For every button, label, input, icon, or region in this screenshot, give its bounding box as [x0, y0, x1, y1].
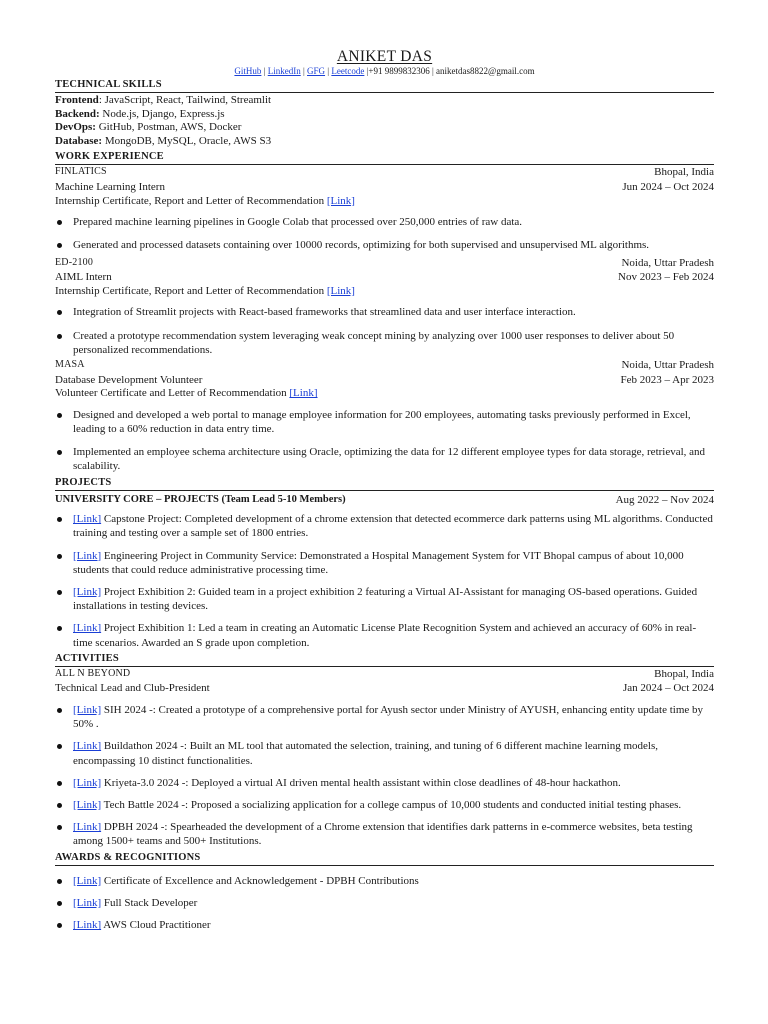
list-item: Created a prototype recommendation system leveraging weak concept mining by analyzing over 1000 user responses to deliver about 50 personalized recommendations. [55, 329, 714, 357]
section-technical-skills: TECHNICAL SKILLS [55, 78, 714, 93]
candidate-name: ANIKET DAS [336, 48, 433, 65]
list-item: [Link] AWS Cloud Practitioner [55, 918, 714, 932]
list-item: [Link] Engineering Project in Community Service: Demonstrated a Hospital Management System for VIT Bhopal campus of about 10,000 students that could reduce administrative processing time. [55, 549, 714, 577]
company: ED-2100 [55, 256, 94, 268]
activity-link[interactable]: [Link] [73, 776, 102, 789]
job-masa [55, 358, 714, 474]
project-link[interactable]: [Link] [73, 585, 102, 598]
list-item: [Link] Tech Battle 2024 -: Proposed a socializing application for a college campus of 10,000 students and conducted initial testing phases. [55, 798, 714, 812]
linkedin-link[interactable]: LinkedIn [267, 66, 301, 76]
job-ed2100 [55, 256, 714, 357]
role: Technical Lead and Club-President [55, 682, 210, 695]
dates: Aug 2022 – Nov 2024 [615, 493, 714, 506]
project-link[interactable]: [Link] [73, 622, 102, 635]
role: Machine Learning Intern [55, 180, 165, 193]
skill-devops: DevOps: GitHub, Postman, AWS, Docker [55, 121, 242, 134]
leetcode-link[interactable]: Leetcode [331, 66, 365, 76]
location: Bhopal, India [654, 667, 714, 680]
section-projects: PROJECTS [55, 476, 714, 491]
certificate-line: Volunteer Certificate and Letter of Recommendation [Link] [55, 387, 318, 400]
section-activities: ACTIVITIES [55, 652, 714, 667]
list-item: [Link] Full Stack Developer [55, 896, 714, 910]
organization: ALL N BEYOND [55, 667, 131, 679]
email: aniketdas8822@gmail.com [436, 66, 535, 76]
award-link[interactable]: [Link] [73, 896, 102, 909]
certificate-link[interactable]: [Link] [326, 284, 355, 297]
list-item: Implemented an employee schema architecture using Oracle, optimizing the data for 12 different employee types for data storage, retrieval, and scalability. [55, 445, 714, 473]
role: Database Development Volunteer [55, 373, 203, 386]
activity-link[interactable]: [Link] [73, 798, 102, 811]
github-link[interactable]: GitHub [234, 66, 262, 76]
location: Noida, Uttar Pradesh [621, 256, 714, 269]
project-heading: UNIVERSITY CORE – PROJECTS (Team Lead 5-10 Members) [55, 493, 346, 505]
company: MASA [55, 358, 85, 370]
skill-backend: Backend: Node.js, Django, Express.js [55, 107, 225, 120]
certificate-line: Internship Certificate, Report and Letter of Recommendation [Link] [55, 194, 355, 207]
certificate-link[interactable]: [Link] [289, 387, 318, 400]
project-list [55, 512, 714, 650]
gfg-link[interactable]: GFG [307, 66, 326, 76]
list-item: Designed and developed a web portal to manage employee information for 200 employees, automating tasks previously performed in Excel, leading to a 60% reduction in data entry time. [55, 408, 714, 436]
location: Noida, Uttar Pradesh [621, 358, 714, 371]
activity-link[interactable]: [Link] [73, 703, 102, 716]
list-item: [Link] DPBH 2024 -: Spearheaded the development of a Chrome extension that identifies dark patterns in e-commerce websites, beta testing among 1500+ teams and 500+ Institutions. [55, 820, 714, 848]
list-item: Prepared machine learning pipelines in Google Colab that processed over 250,000 entries of raw data. [55, 215, 714, 229]
activity-link[interactable]: [Link] [73, 740, 102, 753]
award-link[interactable]: [Link] [73, 874, 102, 887]
section-awards: AWARDS & RECOGNITIONS [55, 851, 714, 866]
list-item: Integration of Streamlit projects with React-based frameworks that streamlined data and user interface interaction. [55, 305, 714, 319]
list-item: [Link] Certificate of Excellence and Acknowledgement - DPBH Contributions [55, 874, 714, 888]
dates: Jan 2024 – Oct 2024 [622, 682, 714, 695]
contact-line: GitHub | LinkedIn | GFG | Leetcode |+91 9899832306 | aniketdas8822@gmail.com [234, 66, 535, 76]
activity-list [55, 703, 714, 849]
certificate-link[interactable]: [Link] [326, 194, 355, 207]
project-link[interactable]: [Link] [73, 513, 102, 526]
bullet-list [55, 215, 714, 252]
dates: Jun 2024 – Oct 2024 [622, 180, 714, 193]
list-item: [Link] Capstone Project: Completed development of a chrome extension that detected ecommerce dark patterns using ML algorithms. Conducted training and testing over a sample set of 1800 entries. [55, 512, 714, 540]
certificate-line: Internship Certificate, Report and Letter of Recommendation [Link] [55, 284, 355, 297]
list-item: [Link] SIH 2024 -: Created a prototype of a comprehensive portal for Ayush sector under Ministry of AYUSH, enhancing entity update time by 50% . [55, 703, 714, 731]
skill-database: Database: MongoDB, MySQL, Oracle, AWS S3 [55, 134, 272, 147]
dates: Feb 2023 – Apr 2023 [620, 373, 714, 386]
project-link[interactable]: [Link] [73, 549, 102, 562]
role: AIML Intern [55, 271, 112, 284]
awards-list [55, 874, 714, 933]
list-item: [Link] Project Exhibition 2: Guided team in a project exhibition 2 featuring a Virtual AI-Assistant for managing OS-based operations. Guided installations in testing devices. [55, 585, 714, 613]
section-work-experience: WORK EXPERIENCE [55, 150, 714, 165]
activity-link[interactable]: [Link] [73, 821, 102, 834]
company: FINLATICS [55, 166, 107, 178]
list-item: [Link] Project Exhibition 1: Led a team in creating an Automatic License Plate Recognition System and achieved an accuracy of 60% in real-time scenarios. Awarded an S grade upon completion. [55, 621, 714, 649]
list-item: [Link] Kriyeta-3.0 2024 -: Deployed a virtual AI driven mental health assistant within close deadlines of 48-hour hackathon. [55, 776, 714, 790]
skill-frontend: Frontend: JavaScript, React, Tailwind, Streamlit [55, 94, 272, 106]
location: Bhopal, India [654, 166, 714, 179]
bullet-list [55, 408, 714, 474]
bullet-list [55, 305, 714, 357]
award-link[interactable]: [Link] [73, 918, 102, 931]
phone: +91 9899832306 [368, 66, 430, 76]
dates: Nov 2023 – Feb 2024 [618, 271, 714, 284]
list-item: Generated and processed datasets containing over 10000 records, optimizing for both supervised and unsupervised ML algorithms. [55, 238, 714, 252]
list-item: [Link] Buildathon 2024 -: Built an ML tool that automated the selection, training, and tuning of 6 different machine learning models, encompassing 10 distinct functionalities. [55, 739, 714, 767]
job-finlatics [55, 165, 714, 252]
